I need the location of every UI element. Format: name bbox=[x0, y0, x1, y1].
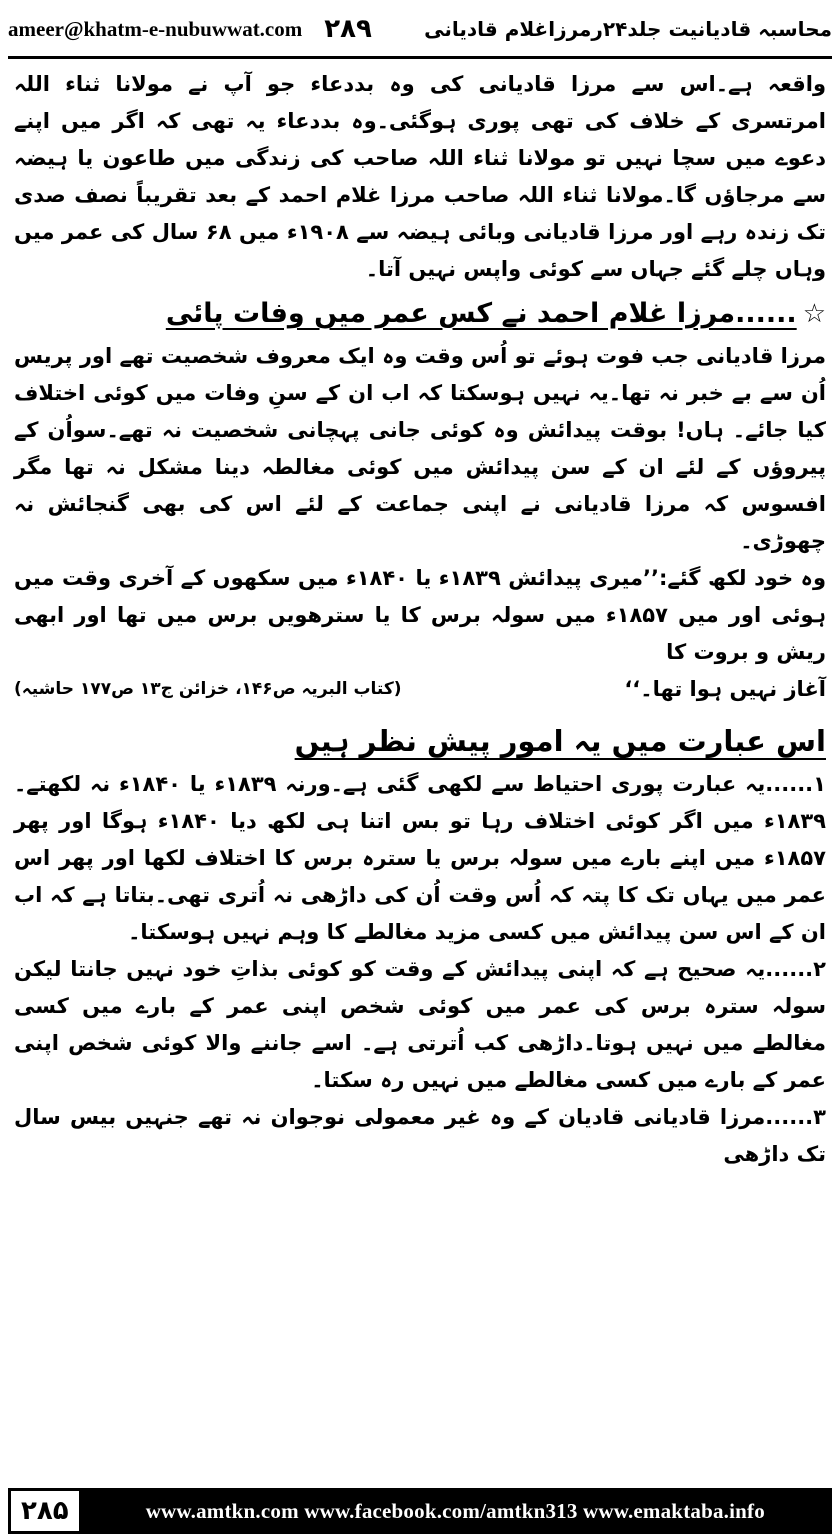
footer-page-number: ۲۸۵ bbox=[11, 1491, 79, 1531]
quote-end-line bbox=[14, 671, 826, 708]
header-divider bbox=[8, 56, 832, 59]
page-body bbox=[14, 66, 826, 1470]
list-item-3-number: ۳...... bbox=[765, 1105, 826, 1129]
page-footer bbox=[8, 1488, 832, 1534]
header-left bbox=[8, 14, 372, 44]
star-icon: ☆ bbox=[802, 299, 826, 329]
section-heading-1 bbox=[14, 292, 826, 336]
paragraph-2: مرزا قادیانی جب فوت ہوئے تو اُس وقت وہ ایک معروف شخصیت تھے اور پریس اُن سے بے خبر نہ تھا۔یہ نہیں ہوسکتا کہ اب ان کے سنِ وفات میں کوئی اختلاف کیا جائے۔ ہاں! بوقت پیدائش وہ کوئی جانی پہچانی شخصیت نہ تھے۔سواُن کے پیروؤں کے لئے ان کے سن پیدائش میں کوئی مغالطہ دینا مشکل نہ تھا مگر افسوس کہ مرزا قادیانی نے اپنی جماعت کے لئے اس کی بھی گنجائش نہ چھوڑی۔ bbox=[14, 344, 826, 553]
section-heading-1-text: ......مرزا غلام احمد نے کس عمر میں وفات پائی bbox=[165, 298, 797, 329]
header-page-number: ۲۸۹ bbox=[324, 14, 372, 44]
header-email[interactable]: ameer@khatm-e-nubuwwat.com bbox=[8, 16, 303, 41]
page-header bbox=[8, 4, 832, 54]
paragraph-1: واقعہ ہے۔اس سے مرزا قادیانی کی وہ بددعاء جو آپ نے مولانا ثناء اللہ امرتسری کے خلاف کی تھی پوری ہوگئی۔وہ بددعاء یہ تھی کہ اگر میں اپنے دعوے میں سچا نہیں تو مولانا ثناء اللہ صاحب کی زندگی میں طاعون یا ہیضہ سے مرجاؤں گا۔مولانا ثناء اللہ صاحب مرزا غلام احمد کے بعد تقریباً نصف صدی تک زندہ رہے اور مرزا قادیانی وبائی ہیضہ سے ۱۹۰۸ء میں ۶۸ سال کی عمر میں وہاں چلے گئے جہاں سے کوئی واپس نہیں آتا۔ bbox=[14, 72, 826, 281]
paragraph-3-quote: وہ خود لکھ گئے:’’میری پیدائش ۱۸۳۹ء یا ۱۸۴۰ء میں سکھوں کے آخری وقت میں ہوئی اور میں ۱۸۵۷ء میں سولہ برس کا یا سترھویں برس میں تھا اور ابھی ریش و بروت کا bbox=[14, 566, 827, 664]
list-item-1 bbox=[14, 766, 826, 951]
list-item-3 bbox=[14, 1099, 826, 1173]
list-item-2-text: یہ صحیح ہے کہ اپنی پیدائش کے وقت کو کوئی بذاتِ خود نہیں جانتا لیکن سولہ سترہ برس کی عمر میں کوئی شخص اپنی عمر کے بارے میں کسی مغالطے میں نہیں ہوتا۔داڑھی کب اُترتی ہے۔ اسے جاننے والا کوئی شخص اپنی عمر کے بارے میں کسی مغالطے میں نہیں رہ سکتا۔ bbox=[14, 957, 826, 1092]
list-item-1-text: یہ عبارت پوری احتیاط سے لکھی گئی ہے۔ورنہ ۱۸۳۹ء یا ۱۸۴۰ء نہ لکھتے۔۱۸۳۹ء میں اگر کوئی اختلاف رہا تو بس اتنا ہی لکھ دیا ۱۸۴۰ء ہوگا اور پھر ۱۸۵۷ء میں اپنے بارے میں سولہ برس یا سترہ برس کا اختلاف لکھا اور پھر اس عمر میں یہاں تک کا پتہ کہ اُس وقت اُن کی داڑھی نہ اُتری تھی۔بتاتا ہے کہ اب ان کے اس سن پیدائش میں کسی مزید مغالطے کا وہم نہیں ہوسکتا۔ bbox=[14, 772, 826, 944]
list-item-2 bbox=[14, 951, 826, 1099]
citation-reference: (کتاب البریہ ص۱۴۶، خزائن ج۱۳ ص۱۷۷ حاشیہ) bbox=[14, 679, 402, 699]
list-item-2-number: ۲...... bbox=[765, 957, 826, 981]
quote-end-text: آغاز نہیں ہوا تھا۔‘‘ bbox=[624, 677, 826, 701]
footer-website-links[interactable]: www.amtkn.com www.facebook.com/amtkn313 www.emaktaba.info bbox=[145, 1498, 765, 1523]
list-item-1-number: ۱...... bbox=[765, 772, 826, 796]
section-heading-2: اس عبارت میں یہ امور پیش نظر ہیں bbox=[294, 724, 826, 758]
list-item-3-text: مرزا قادیانی قادیان کے وہ غیر معمولی نوجوان نہ تھے جنہیں بیس سال تک داڑھی bbox=[14, 1105, 826, 1166]
header-book-title: محاسبہ قادیانیت جلد۲۴رمرزاغلام قادیانی bbox=[424, 17, 832, 41]
